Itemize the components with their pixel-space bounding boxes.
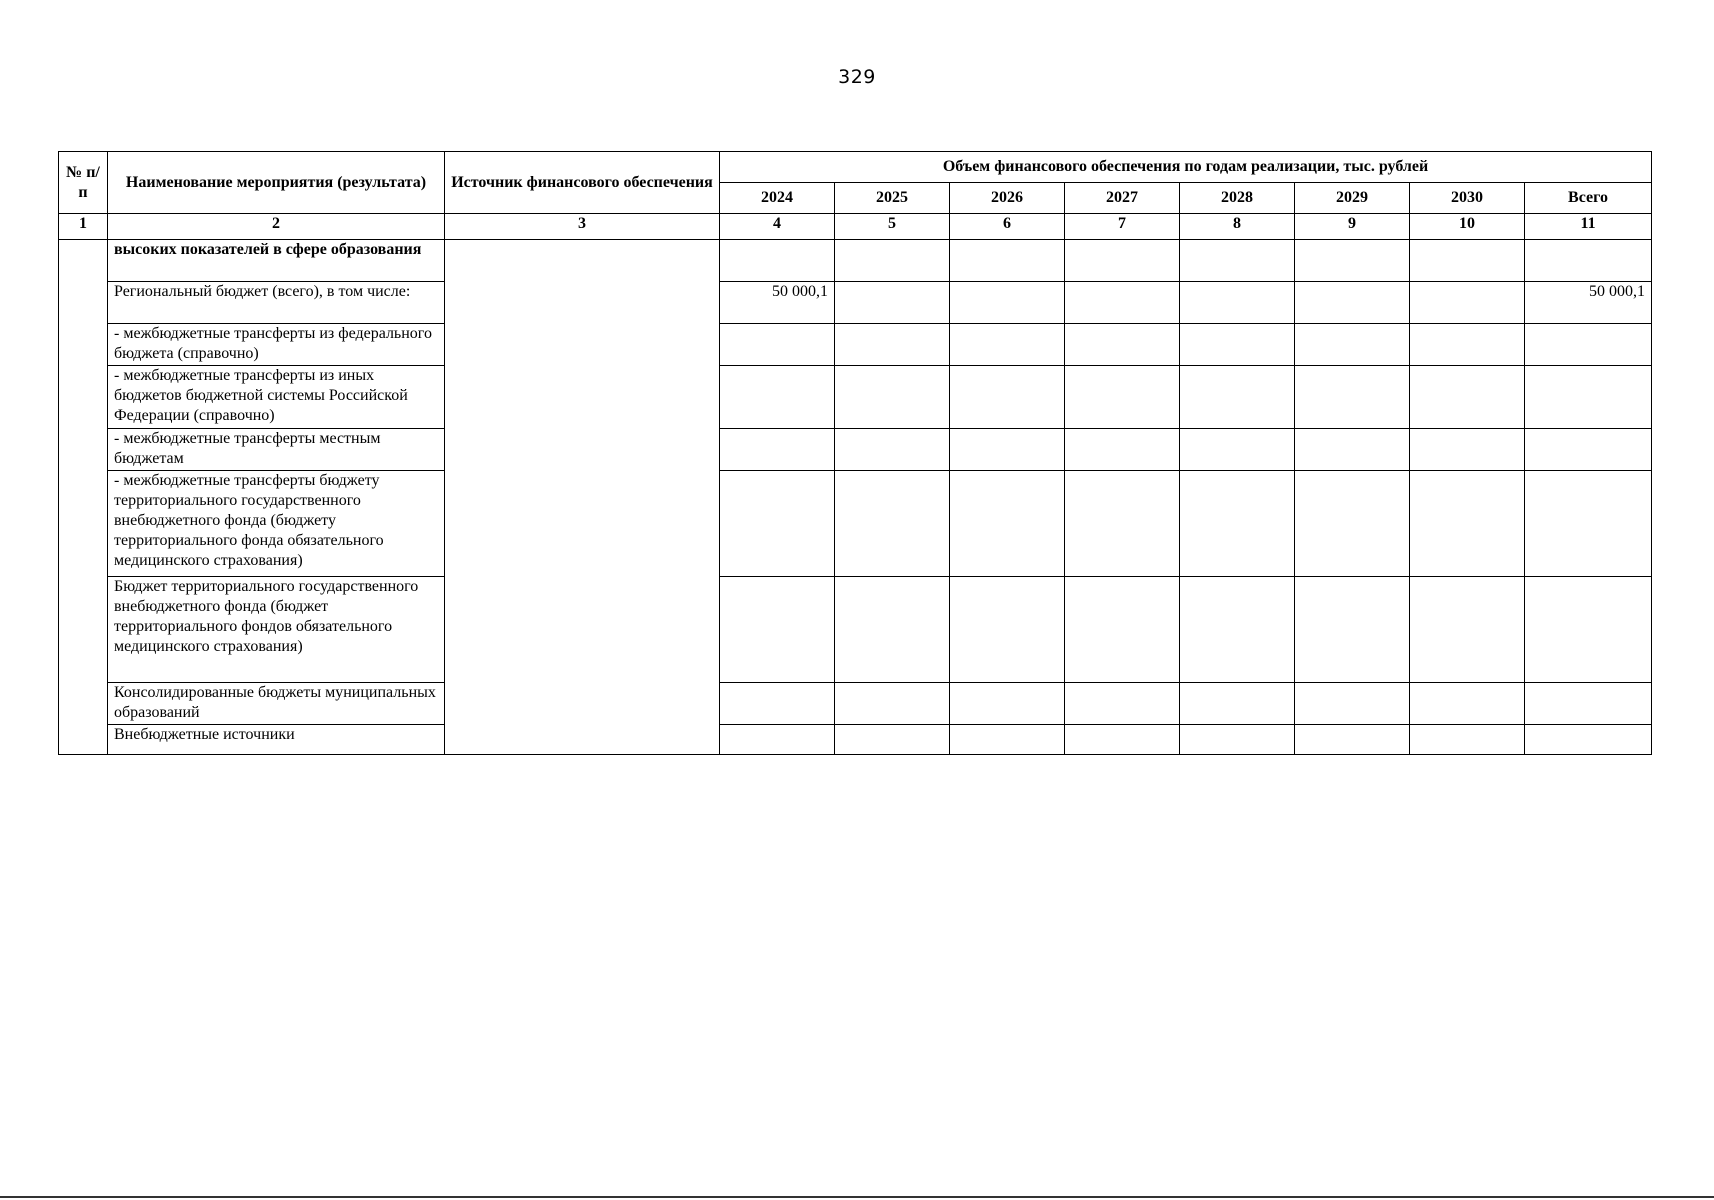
value-cell xyxy=(950,683,1065,725)
value-cell xyxy=(1065,366,1180,429)
value-cell xyxy=(950,471,1065,577)
value-cell xyxy=(1410,324,1525,366)
value-cell xyxy=(835,577,950,683)
header-year: 2025 xyxy=(835,183,950,214)
header-year: 2027 xyxy=(1065,183,1180,214)
column-number: 3 xyxy=(445,214,720,240)
table-row xyxy=(59,282,1652,324)
header-volume: Объем финансового обеспечения по годам реализации, тыс. рублей xyxy=(720,152,1652,183)
value-cell xyxy=(1410,683,1525,725)
value-cell xyxy=(950,577,1065,683)
column-number: 10 xyxy=(1410,214,1525,240)
value-cell xyxy=(720,366,835,429)
value-cell xyxy=(1065,429,1180,471)
value-cell xyxy=(1525,577,1652,683)
source-cell xyxy=(445,240,720,755)
value-cell xyxy=(720,429,835,471)
value-cell xyxy=(1525,429,1652,471)
header-year: 2029 xyxy=(1295,183,1410,214)
value-cell xyxy=(1180,366,1295,429)
value-cell xyxy=(1295,366,1410,429)
value-cell xyxy=(1295,282,1410,324)
value-cell xyxy=(950,429,1065,471)
value-cell xyxy=(1065,471,1180,577)
value-cell xyxy=(1295,725,1410,755)
value-cell xyxy=(835,324,950,366)
value-cell xyxy=(1410,366,1525,429)
header-year: 2026 xyxy=(950,183,1065,214)
value-cell xyxy=(1525,324,1652,366)
column-number-row xyxy=(59,214,1652,240)
table-row xyxy=(59,240,1652,282)
row-name: - межбюджетные трансферты местным бюджетам xyxy=(108,429,445,471)
value-cell xyxy=(835,282,950,324)
value-cell xyxy=(835,366,950,429)
value-cell xyxy=(1410,282,1525,324)
value-cell xyxy=(1180,240,1295,282)
header-year: 2030 xyxy=(1410,183,1525,214)
value-cell xyxy=(835,683,950,725)
value-cell xyxy=(1525,240,1652,282)
value-cell xyxy=(1180,429,1295,471)
value-cell xyxy=(950,240,1065,282)
value-cell xyxy=(1065,725,1180,755)
row-name: Региональный бюджет (всего), в том числе: xyxy=(108,282,445,324)
row-name: Бюджет территориального государственного внебюджетного фонда (бюджет территориального фондов обязательного медицинского страхования) xyxy=(108,577,445,683)
value-cell xyxy=(720,577,835,683)
row-name: - межбюджетные трансферты из иных бюджетов бюджетной системы Российской Федерации (справочно) xyxy=(108,366,445,429)
value-cell xyxy=(1525,471,1652,577)
column-number: 5 xyxy=(835,214,950,240)
column-number: 6 xyxy=(950,214,1065,240)
value-cell xyxy=(1410,429,1525,471)
column-number: 9 xyxy=(1295,214,1410,240)
header-name: Наименование мероприятия (результата) xyxy=(108,152,445,214)
column-number: 11 xyxy=(1525,214,1652,240)
table-row xyxy=(59,725,1652,755)
value-cell xyxy=(835,725,950,755)
table-row xyxy=(59,683,1652,725)
value-cell xyxy=(1295,471,1410,577)
value-cell xyxy=(1525,683,1652,725)
value-cell xyxy=(1065,683,1180,725)
page-number: 329 xyxy=(838,66,876,88)
header-num: № п/п xyxy=(59,152,108,214)
table-row xyxy=(59,471,1652,577)
row-name: - межбюджетные трансферты из федерального бюджета (справочно) xyxy=(108,324,445,366)
financing-table xyxy=(58,151,1652,755)
value-cell xyxy=(1410,725,1525,755)
value-cell: 50 000,1 xyxy=(720,282,835,324)
value-cell xyxy=(1410,240,1525,282)
header-row-1 xyxy=(59,152,1652,183)
column-number: 2 xyxy=(108,214,445,240)
value-cell xyxy=(1295,429,1410,471)
column-number: 8 xyxy=(1180,214,1295,240)
value-cell xyxy=(720,240,835,282)
page-bottom-edge xyxy=(0,1196,1714,1198)
row-name: Внебюджетные источники xyxy=(108,725,445,755)
value-cell xyxy=(720,324,835,366)
column-number: 4 xyxy=(720,214,835,240)
value-cell xyxy=(1065,324,1180,366)
value-cell xyxy=(1180,683,1295,725)
value-cell xyxy=(1180,577,1295,683)
value-cell xyxy=(835,471,950,577)
row-name: высоких показателей в сфере образования xyxy=(108,240,445,282)
value-cell xyxy=(720,471,835,577)
value-cell xyxy=(1410,577,1525,683)
value-cell xyxy=(1295,683,1410,725)
value-cell xyxy=(1180,471,1295,577)
value-cell xyxy=(1295,240,1410,282)
table-row xyxy=(59,429,1652,471)
value-cell xyxy=(1525,725,1652,755)
value-cell xyxy=(1065,240,1180,282)
value-cell: 50 000,1 xyxy=(1525,282,1652,324)
value-cell xyxy=(1295,324,1410,366)
value-cell xyxy=(1065,577,1180,683)
value-cell xyxy=(1525,366,1652,429)
table-row xyxy=(59,366,1652,429)
header-source: Источник финансового обеспечения xyxy=(445,152,720,214)
value-cell xyxy=(950,366,1065,429)
value-cell xyxy=(950,282,1065,324)
value-cell xyxy=(720,725,835,755)
value-cell xyxy=(950,725,1065,755)
table-row xyxy=(59,577,1652,683)
value-cell xyxy=(1180,725,1295,755)
header-year: 2024 xyxy=(720,183,835,214)
column-number: 7 xyxy=(1065,214,1180,240)
header-year: 2028 xyxy=(1180,183,1295,214)
value-cell xyxy=(720,683,835,725)
value-cell xyxy=(835,240,950,282)
table-row xyxy=(59,324,1652,366)
value-cell xyxy=(835,429,950,471)
value-cell xyxy=(950,324,1065,366)
value-cell xyxy=(1180,282,1295,324)
column-number: 1 xyxy=(59,214,108,240)
value-cell xyxy=(1410,471,1525,577)
row-number-cell xyxy=(59,240,108,755)
value-cell xyxy=(1180,324,1295,366)
value-cell xyxy=(1065,282,1180,324)
row-name: Консолидированные бюджеты муниципальных образований xyxy=(108,683,445,725)
value-cell xyxy=(1295,577,1410,683)
header-total: Всего xyxy=(1525,183,1652,214)
row-name: - межбюджетные трансферты бюджету территориального государственного внебюджетного фонда (бюджету территориального фонда обязательного медицинского страхования) xyxy=(108,471,445,577)
